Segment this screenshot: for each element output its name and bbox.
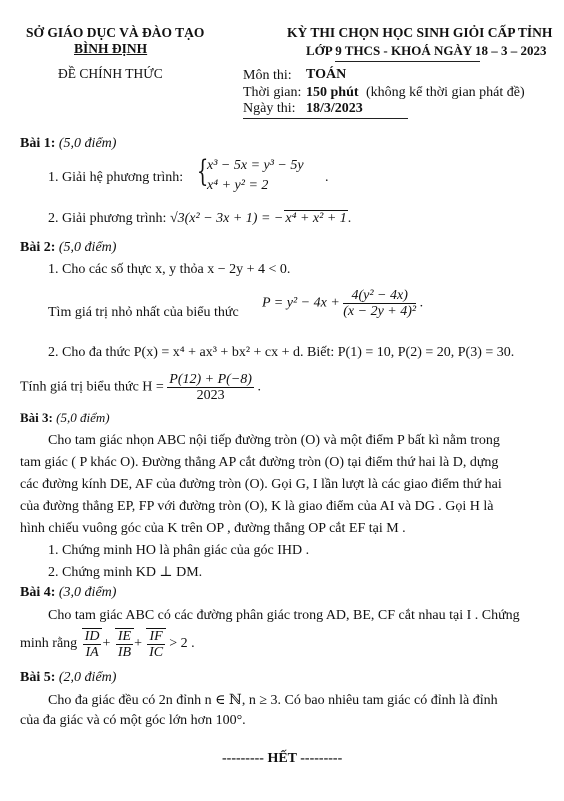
bai2-q2-fraction [167,372,254,403]
bai2-points: (5,0 điểm) [58,240,117,255]
bai5-heading [20,670,116,686]
bai1-q1-period: . [325,170,329,185]
bai4-f1-den: IA [85,645,99,660]
bai3-line-3: các đường kính DE, AF của đường tròn (O). Gọi G, I lần lượt là các giao điểm thứ hai [20,477,502,492]
bai2-q2-find-row [20,372,261,403]
bai3-body [20,430,546,584]
bai4-f2-den: IB [117,645,132,660]
date-label: Ngày thi: [243,101,296,116]
bai2-q1: 1. Cho các số thực x, y thỏa x − 2y + 4 < 0. [48,262,291,277]
bai1-points: (5,0 điểm) [58,136,117,151]
bai2-q2-find: Tính giá trị biểu thức H = [20,379,164,395]
bai2-q2-period: . [257,379,261,395]
bai2-q1-den: (x − 2y + 4)² [343,304,417,319]
bai4-f3-num: IF [149,629,163,644]
bai1-q2-label: 2. Giải phương trình: [48,211,167,226]
exam-title: KỲ THI CHỌN HỌC SINH GIỎI CẤP TỈNH [287,25,553,40]
bai3-line-5: hình chiếu vuông góc của K trên OP , đường thẳng OP cắt EF tại M . [20,521,406,536]
date-value: 18/3/2023 [306,101,363,116]
bai5-points: (2,0 điểm) [58,670,117,685]
bai1-heading [20,136,116,152]
bai4-radical-3 [146,628,165,660]
bai1-q2-radical: x⁴ + x² + 1 [285,211,347,226]
bai2-q1-period: . [419,295,424,311]
bai4-frac-2 [116,629,133,660]
bai2-q2-num: P(12) + P(−8) [169,372,252,387]
bai4-radical-2 [115,628,134,660]
bai4-title: Bài 4: [20,585,56,600]
bai1-title: Bài 1: [20,136,56,151]
bai2-q1-find: Tìm giá trị nhỏ nhất của biểu thức [48,305,239,320]
bai3-q2: 2. Chứng minh KD ⊥ DM. [48,565,203,580]
bai2-q1-expr [262,288,423,319]
bai4-line2: minh rằng $\frac{ID}{IA}$ + $\frac{IE}{IB}$ + $\frac{IF}{IC}$ > 2 . [20,629,195,660]
time-note: (không kể thời gian phát đề) [366,85,525,100]
bai1-q2 [48,210,351,227]
bai3-line-1: Cho tam giác nhọn ABC nội tiếp đường tròn (O) và một điểm P bất kì nằm trong [48,433,500,448]
footer-end: --------- HẾT --------- [222,751,343,766]
bai2-q1-num: 4(y² − 4x) [343,288,416,304]
bai3-title: Bài 3: [20,410,53,425]
bai4-line2-end: > 2 . [169,636,195,651]
exam-subtitle: LỚP 9 THCS - KHOÁ NGÀY 18 – 3 – 2023 [306,43,547,58]
bai5-line2: của đa giác và có một góc lớn hơn 100°. [20,713,246,728]
bai2-q1-expr-a: P = y² − 4x + [262,295,340,311]
bai4-radical-1 [82,628,103,660]
bai4-f3-den: IC [149,645,164,660]
bai4-frac-1 [83,629,102,660]
header-official: ĐỀ CHÍNH THỨC [58,66,163,81]
header-org: SỞ GIÁO DỤC VÀ ĐÀO TẠO [26,25,205,40]
header-province: BÌNH ĐỊNH [74,41,148,56]
bai2-q2: 2. Cho đa thức P(x) = x⁴ + ax³ + bx² + cx + d. Biết: P(1) = 10, P(2) = 20, P(3) = 30. [48,345,515,360]
bai3-line-2: tam giác ( P khác O). Đường thẳng AP cắt đường tròn (O) tại điểm thứ hai là D, dựng [20,455,499,470]
bai1-q2-end: . [347,211,352,226]
bai4-f2-num: IE [117,629,132,644]
bai4-line1: Cho tam giác ABC có các đường phân giác trong AD, BE, CF cắt nhau tại I . Chứng [48,608,520,623]
date-underline [243,118,408,119]
bai4-line2-a: minh rằng [20,636,78,651]
bai1-q1-eq1: x³ − 5x = y³ − 5y [207,158,304,173]
bai1-q1: 1. Giải hệ phương trình: [48,170,184,185]
bai4-points: (3,0 điểm) [58,585,117,600]
bai3-heading [20,410,110,426]
bai1-q2-mid: (x² − 3x + 1) = − [184,211,284,226]
bai1-q1-eq2: x⁴ + y² = 2 [207,178,269,193]
bai5-line1: Cho đa giác đều có 2n đỉnh n ∈ ℕ, n ≥ 3. Có bao nhiêu tam giác có đỉnh là đỉnh [48,693,498,708]
bai3-line-4: của đường thẳng EP, FP với đường tròn (O), K là giao điểm của AI và DG . Gọi H là [20,499,494,514]
bai5-title: Bài 5: [20,670,56,685]
bai4-f1-num: ID [84,629,100,644]
header-divider [335,61,480,62]
bai3-points: (5,0 điểm) [56,410,110,425]
system-brace: { [196,154,209,189]
subject-value: TOÁN [306,67,347,82]
bai4-heading [20,585,116,601]
bai4-frac-3 [147,629,164,660]
bai2-title: Bài 2: [20,240,56,255]
bai1-q2-sqrt3: √3 [169,211,185,226]
subject-label: Môn thi: [243,68,292,83]
bai2-q1-fraction [343,288,416,319]
bai2-heading [20,240,116,256]
time-value: 150 phút [306,85,359,100]
bai3-q1: 1. Chứng minh HO là phân giác của góc IHD . [48,543,310,558]
time-label: Thời gian: [243,85,302,100]
bai2-q2-den: 2023 [196,388,225,403]
